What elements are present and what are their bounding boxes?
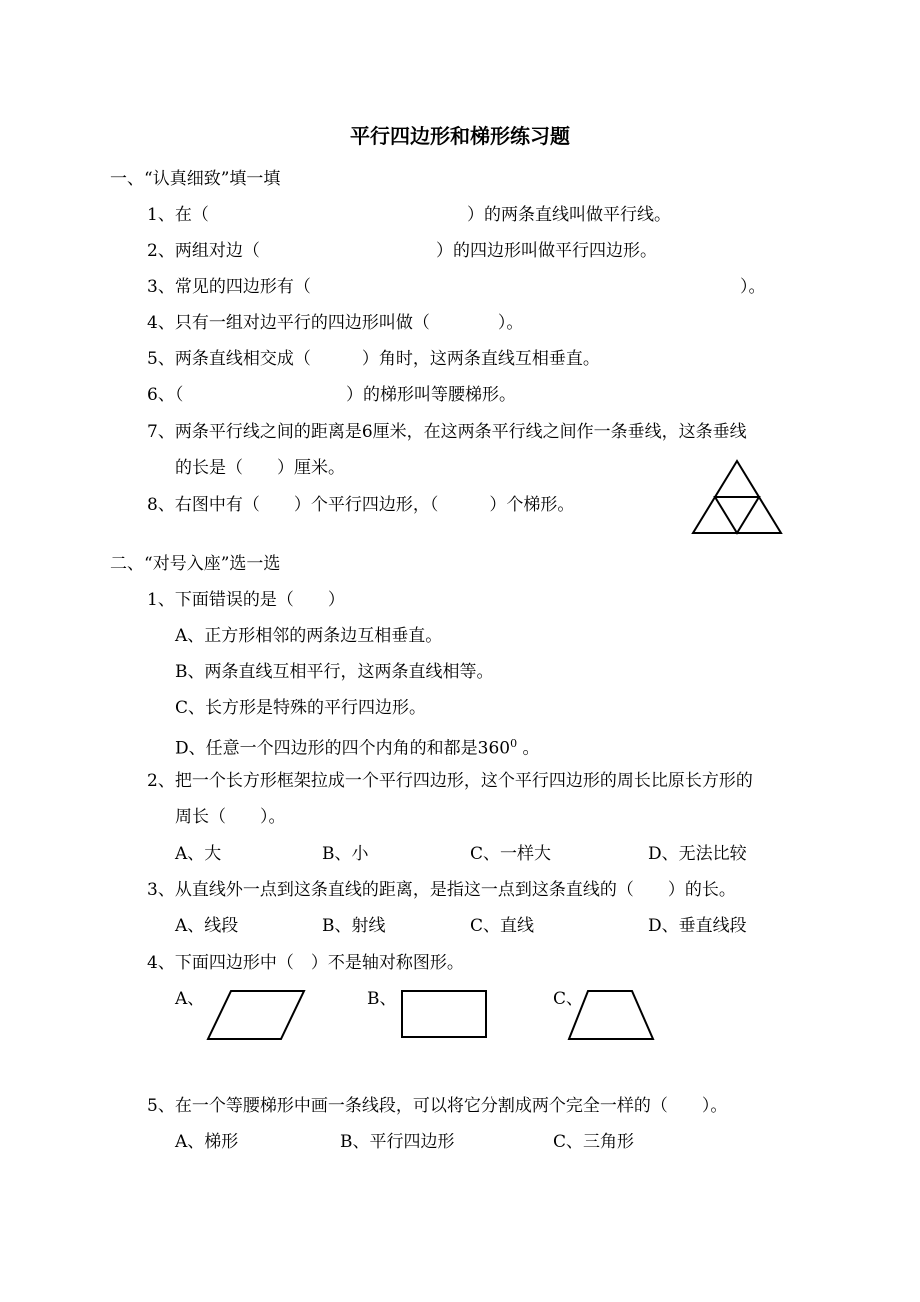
s1-q2-start: 2、两组对边（ [147,241,260,261]
s1-q6-end: ）的梯形叫等腰梯形。 [346,385,516,405]
s1-q8: 8、右图中有（ ）个平行四边形，（ ）个梯形。 [147,495,575,515]
s2-q5-stem: 5、在一个等腰梯形中画一条线段，可以将它分割成两个完全一样的（ ）。 [147,1096,728,1116]
s2-q1-option-d [175,733,539,760]
s2-q2-line1: 2、把一个长方形框架拉成一个平行四边形，这个平行四边形的周长比原长方形的 [147,771,753,791]
s2-q3-option-b: B、射线 [322,916,386,936]
s1-q5: 5、两条直线相交成（ ）角时，这两条直线互相垂直。 [147,349,600,369]
s2-q2-option-a: A、大 [175,844,222,864]
s2-q2-option-d: D、无法比较 [648,844,747,864]
s2-q5-option-c: C、三角形 [553,1132,635,1152]
section2-heading: 二、“对号入座”选一选 [110,554,281,574]
s1-q2-end: ）的四边形叫做平行四边形。 [436,241,657,261]
s2-q2-option-b: B、小 [322,844,369,864]
s2-q4-option-c: C、 [553,989,584,1009]
parallelogram-shape [205,988,307,1042]
s2-q4-stem: 4、下面四边形中（ ）不是轴对称图形。 [147,953,464,973]
s2-q1-option-d-end: 。 [517,738,540,759]
s1-q3-start: 3、常见的四边形有（ [147,277,311,297]
s2-q2-line2: 周长（ ）。 [175,807,286,827]
s2-q1-stem: 1、下面错误的是（ ） [147,590,345,610]
s2-q2-option-c: C、一样大 [470,844,552,864]
page-title: 平行四边形和梯形练习题 [350,124,570,148]
s2-q4-option-a: A、 [175,989,205,1009]
s2-q5-option-b: B、平行四边形 [340,1132,455,1152]
degree-superscript: 0 [510,737,518,750]
s2-q1-option-b: B、两条直线互相平行，这两条直线相等。 [175,662,494,682]
s2-q3-option-d: D、垂直线段 [648,916,747,936]
s2-q5-option-a: A、梯形 [175,1132,239,1152]
s1-q3-end: ）。 [740,277,766,297]
triangle-grid-figure [690,458,784,536]
section1-heading: 一、“认真细致”填一填 [110,169,281,189]
s1-q7-line1: 7、两条平行线之间的距离是6厘米，在这两条平行线之间作一条垂线，这条垂线 [147,422,747,442]
s1-q4: 4、只有一组对边平行的四边形叫做（ ）。 [147,313,524,333]
rectangle-shape [399,988,489,1040]
s1-q1-start: 1、在（ [147,205,209,225]
s2-q1-option-d-text: D、任意一个四边形的四个内角的和都是360 [175,738,511,759]
s1-q1-end: ）的两条直线叫做平行线。 [467,205,671,225]
s2-q1-option-c: C、长方形是特殊的平行四边形。 [175,698,427,718]
s2-q1-option-a: A、正方形相邻的两条边互相垂直。 [175,626,443,646]
s1-q6-start: 6、（ [147,385,184,405]
trapezoid-shape [566,988,656,1042]
s2-q4-option-b: B、 [367,989,397,1009]
s2-q3-option-a: A、线段 [175,916,239,936]
s1-q7-line2: 的长是（ ）厘米。 [175,458,345,478]
inner-inverted-triangle [715,497,759,533]
s2-q3-option-c: C、直线 [470,916,535,936]
s2-q3-stem: 3、从直线外一点到这条直线的距离，是指这一点到这条直线的（ ）的长。 [147,880,736,900]
